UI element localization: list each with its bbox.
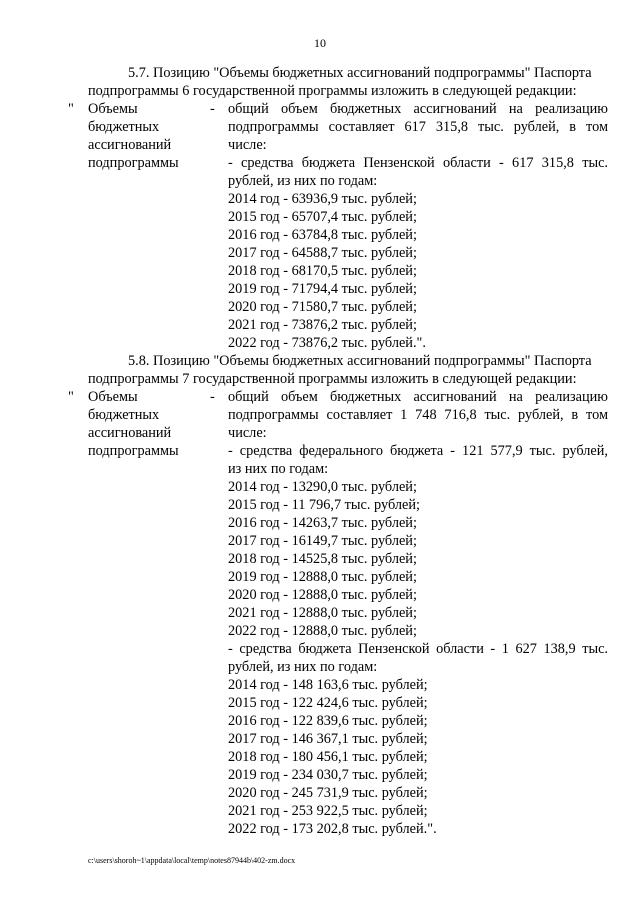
content-line: 2014 год - 148 163,6 тыс. рублей;	[228, 677, 428, 693]
content-line: 2017 год - 16149,7 тыс. рублей;	[228, 533, 417, 549]
label-column	[88, 100, 208, 172]
content-line: 2016 год - 122 839,6 тыс. рублей;	[228, 713, 428, 729]
content-line: 2020 год - 245 731,9 тыс. рублей;	[228, 785, 428, 801]
content-line: общий объем бюджетных ассигнований на реализацию	[228, 389, 608, 405]
content-line: 2016 год - 14263,7 тыс. рублей;	[228, 515, 417, 531]
heading-line: подпрограммы 6 государственной программы изложить в следующей редакции:	[88, 83, 577, 99]
content-line: 2017 год - 64588,7 тыс. рублей;	[228, 245, 417, 261]
content-line: из них по годам:	[228, 461, 329, 477]
content-line: 2022 год - 173 202,8 тыс. рублей.".	[228, 821, 437, 837]
content-line: 2014 год - 13290,0 тыс. рублей;	[228, 479, 417, 495]
label-line: подпрограммы	[88, 443, 179, 459]
label-line: Объемы	[88, 389, 138, 405]
label-line: бюджетных	[88, 407, 160, 423]
heading-line: подпрограммы 7 государственной программы изложить в следующей редакции:	[88, 371, 577, 387]
content-column	[228, 388, 608, 838]
content-line: - средства федерального бюджета - 121 577,9 тыс. рублей,	[228, 443, 608, 459]
document-file-path: c:\users\shoroh~1\appdata\local\temp\notes87944b\402-zm.docx	[88, 856, 296, 865]
content-line: 2015 год - 65707,4 тыс. рублей;	[228, 209, 417, 225]
section-heading-5-8	[88, 352, 608, 388]
content-line: рублей, из них по годам:	[228, 173, 378, 189]
content-line: 2020 год - 12888,0 тыс. рублей;	[228, 587, 417, 603]
content-column	[228, 100, 608, 352]
content-line: 2022 год - 73876,2 тыс. рублей.".	[228, 335, 426, 351]
content-line: 2018 год - 14525,8 тыс. рублей;	[228, 551, 417, 567]
opening-quote: "	[68, 101, 74, 117]
label-line: ассигнований	[88, 137, 172, 153]
content-line: 2017 год - 146 367,1 тыс. рублей;	[228, 731, 428, 747]
content-line: 2019 год - 71794,4 тыс. рублей;	[228, 281, 417, 297]
content-line: общий объем бюджетных ассигнований на реализацию	[228, 101, 608, 117]
label-dash: -	[210, 101, 215, 117]
content-line: 2021 год - 253 922,5 тыс. рублей;	[228, 803, 428, 819]
content-line: - средства бюджета Пензенской области - 617 315,8 тыс.	[228, 155, 608, 171]
content-line: 2021 год - 12888,0 тыс. рублей;	[228, 605, 417, 621]
content-line: 2020 год - 71580,7 тыс. рублей;	[228, 299, 417, 315]
content-line: подпрограммы составляет 1 748 716,8 тыс. рублей, в том	[228, 407, 608, 423]
content-line: 2014 год - 63936,9 тыс. рублей;	[228, 191, 417, 207]
content-line: 2021 год - 73876,2 тыс. рублей;	[228, 317, 417, 333]
page-number: 10	[314, 36, 326, 50]
heading-line: 5.7. Позицию "Объемы бюджетных ассигнований подпрограммы" Паспорта	[128, 65, 592, 81]
content-line: подпрограммы составляет 617 315,8 тыс. рублей, в том	[228, 119, 608, 135]
content-line: 2016 год - 63784,8 тыс. рублей;	[228, 227, 417, 243]
content-line: 2022 год - 12888,0 тыс. рублей;	[228, 623, 417, 639]
label-line: ассигнований	[88, 425, 172, 441]
opening-quote: "	[68, 389, 74, 405]
label-column	[88, 388, 208, 460]
label-line: подпрограммы	[88, 155, 179, 171]
section-heading-5-7	[88, 64, 608, 100]
content-line: 2015 год - 122 424,6 тыс. рублей;	[228, 695, 428, 711]
content-line: числе:	[228, 137, 267, 153]
content-line: 2019 год - 234 030,7 тыс. рублей;	[228, 767, 428, 783]
content-line: числе:	[228, 425, 267, 441]
content-line: 2015 год - 11 796,7 тыс. рублей;	[228, 497, 420, 513]
content-line: 2018 год - 180 456,1 тыс. рублей;	[228, 749, 428, 765]
content-line: - средства бюджета Пензенской области - 1 627 138,9 тыс.	[228, 641, 608, 657]
heading-line: 5.8. Позицию "Объемы бюджетных ассигнований подпрограммы" Паспорта	[128, 353, 592, 369]
content-line: рублей, из них по годам:	[228, 659, 378, 675]
label-line: бюджетных	[88, 119, 160, 135]
label-line: Объемы	[88, 101, 138, 117]
content-line: 2018 год - 68170,5 тыс. рублей;	[228, 263, 417, 279]
label-dash: -	[210, 389, 215, 405]
content-line: 2019 год - 12888,0 тыс. рублей;	[228, 569, 417, 585]
